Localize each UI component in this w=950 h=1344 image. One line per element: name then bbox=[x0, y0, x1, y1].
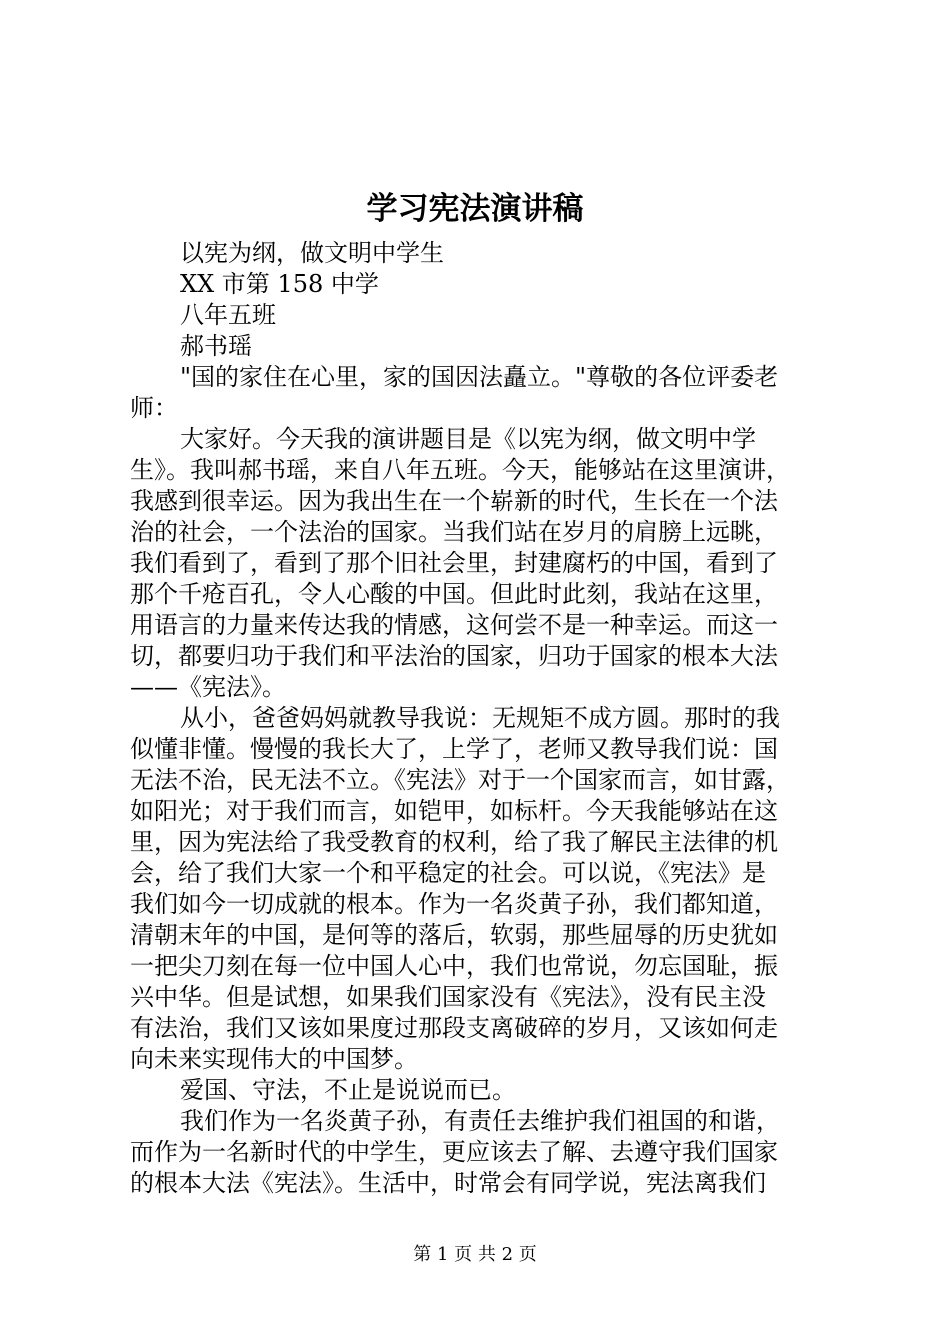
text-line: 兴中华。但是试想，如果我们国家没有《宪法》，没有民主没 bbox=[130, 983, 766, 1011]
document-body bbox=[130, 238, 830, 1199]
text-line: "国的家住在心里，家的国因法矗立。"尊敬的各位评委老 bbox=[180, 363, 779, 391]
text-line: 师： bbox=[130, 394, 178, 422]
page-title: 学习宪法演讲稿 bbox=[366, 191, 584, 227]
text-line: ——《宪法》。 bbox=[130, 673, 286, 701]
text-line: 生》。我叫郝书瑶，来自八年五班。今天，能够站在这里演讲， bbox=[130, 456, 790, 484]
text-line: 如阳光；对于我们而言，如铠甲，如标杆。今天我能够站在这 bbox=[130, 797, 778, 825]
page-footer: 第 1 页 共 2 页 bbox=[413, 1244, 537, 1265]
text-line: 的根本大法《宪法》。生活中，时常会有同学说，宪法离我们 bbox=[130, 1169, 766, 1197]
text-line: 向未来实现伟大的中国梦。 bbox=[130, 1045, 418, 1073]
text-line: 大家好。今天我的演讲题目是《以宪为纲，做文明中学 bbox=[180, 425, 756, 453]
text-line: 我们如今一切成就的根本。作为一名炎黄子孙，我们都知道， bbox=[130, 890, 778, 918]
text-line: 切，都要归功于我们和平法治的国家，归功于国家的根本大法 bbox=[130, 642, 778, 670]
text-line: 郝书瑶 bbox=[180, 332, 252, 360]
text-line: 爱国、守法，不止是说说而已。 bbox=[180, 1076, 516, 1104]
text-line: 用语言的力量来传达我的情感，这何尝不是一种幸运。而这一 bbox=[130, 611, 778, 639]
text-line: 无法不治，民无法不立。《宪法》对于一个国家而言，如甘露， bbox=[130, 766, 790, 794]
text-line: 从小，爸爸妈妈就教导我说：无规矩不成方圆。那时的我 bbox=[180, 704, 780, 732]
text-line: 我感到很幸运。因为我出生在一个崭新的时代，生长在一个法 bbox=[130, 487, 778, 515]
text-line: 治的社会，一个法治的国家。当我们站在岁月的肩膀上远眺， bbox=[130, 518, 778, 546]
text-line: 那个千疮百孔，令人心酸的中国。但此时此刻，我站在这里， bbox=[130, 580, 778, 608]
text-line: 有法治，我们又该如果度过那段支离破碎的岁月，又该如何走 bbox=[130, 1014, 778, 1042]
text-line: 八年五班 bbox=[180, 301, 276, 329]
text-line: 而作为一名新时代的中学生，更应该去了解、去遵守我们国家 bbox=[130, 1138, 778, 1166]
text-line: 我们看到了，看到了那个旧社会里，封建腐朽的中国，看到了 bbox=[130, 549, 778, 577]
text-line: XX 市第 158 中学 bbox=[180, 270, 379, 298]
text-line: 清朝末年的中国，是何等的落后，软弱，那些屈辱的历史犹如 bbox=[130, 921, 778, 949]
text-line: 里，因为宪法给了我受教育的权利，给了我了解民主法律的机 bbox=[130, 828, 778, 856]
text-line: 以宪为纲，做文明中学生 bbox=[180, 239, 444, 267]
text-line: 一把尖刀刻在每一位中国人心中，我们也常说，勿忘国耻，振 bbox=[130, 952, 778, 980]
text-line: 我们作为一名炎黄子孙，有责任去维护我们祖国的和谐， bbox=[180, 1107, 780, 1135]
text-line: 会，给了我们大家一个和平稳定的社会。可以说，《宪法》是 bbox=[130, 859, 766, 887]
text-line: 似懂非懂。慢慢的我长大了，上学了，老师又教导我们说：国 bbox=[130, 735, 778, 763]
